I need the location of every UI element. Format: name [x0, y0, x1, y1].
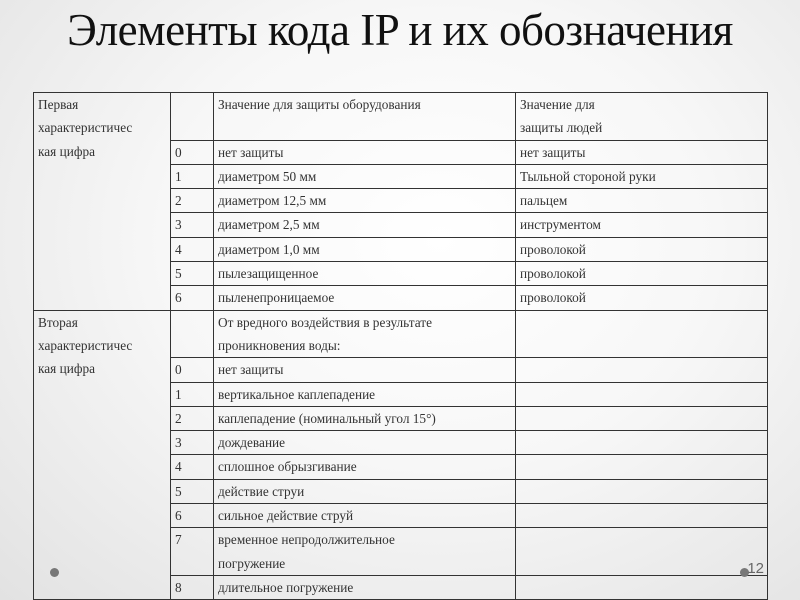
header-line: защиты людей	[520, 120, 603, 136]
empty-cell	[516, 310, 768, 358]
people-cell: нет защиты	[516, 140, 768, 164]
description-cell	[214, 479, 516, 503]
description-cell	[214, 528, 516, 576]
empty-cell	[516, 528, 768, 576]
empty-cell	[516, 455, 768, 479]
code-cell: 2	[171, 189, 214, 213]
table-row	[34, 93, 768, 141]
people-cell: проволокой	[516, 237, 768, 261]
code-cell: 3	[171, 431, 214, 455]
code-cell: 5	[171, 479, 214, 503]
table-row	[34, 310, 768, 358]
header-line: От вредного воздействия в результате	[218, 314, 432, 330]
description-line: погружение	[218, 555, 286, 571]
code-cell: 4	[171, 237, 214, 261]
header-people	[516, 93, 768, 141]
label-line: характеристичес	[38, 120, 133, 136]
code-cell: 2	[171, 406, 214, 430]
description-cell	[214, 455, 516, 479]
description-line: временное непродолжительное	[218, 532, 395, 548]
code-cell: 5	[171, 262, 214, 286]
people-cell: проволокой	[516, 286, 768, 310]
description-line: вертикальное каплепадение	[218, 386, 376, 402]
empty-cell	[516, 382, 768, 406]
description-line: дождевание	[218, 435, 286, 451]
code-cell: 7	[171, 528, 214, 576]
equipment-cell: пылезащищенное	[214, 262, 516, 286]
label-line: кая цифра	[38, 361, 95, 377]
empty-code-cell	[171, 93, 214, 141]
description-cell	[214, 431, 516, 455]
people-cell: Тыльной стороной руки	[516, 164, 768, 188]
empty-cell	[516, 575, 768, 599]
description-line: сплошное обрызгивание	[218, 459, 357, 475]
description-cell	[214, 504, 516, 528]
page-number: 12	[747, 560, 764, 577]
bullet-dot-left	[50, 568, 59, 577]
equipment-cell: пыленепроницаемое	[214, 286, 516, 310]
code-cell: 1	[171, 382, 214, 406]
slide-title: Элементы кода IP и их обозначения	[67, 5, 733, 55]
empty-cell	[516, 504, 768, 528]
label-line: Вторая	[38, 314, 78, 330]
empty-cell	[516, 358, 768, 382]
description-line: нет защиты	[218, 362, 284, 378]
people-cell: инструментом	[516, 213, 768, 237]
code-cell: 8	[171, 575, 214, 599]
equipment-cell: диаметром 2,5 мм	[214, 213, 516, 237]
equipment-cell: диаметром 12,5 мм	[214, 189, 516, 213]
header-line: проникновения воды:	[218, 337, 341, 353]
first-digit-label	[34, 93, 171, 311]
second-digit-label	[34, 310, 171, 600]
description-line: длительное погружение	[218, 579, 354, 595]
equipment-cell: диаметром 1,0 мм	[214, 237, 516, 261]
description-cell	[214, 575, 516, 599]
empty-cell	[516, 406, 768, 430]
code-cell: 6	[171, 286, 214, 310]
description-line: действие струи	[218, 483, 305, 499]
equipment-cell: диаметром 50 мм	[214, 164, 516, 188]
description-cell	[214, 358, 516, 382]
empty-cell	[516, 431, 768, 455]
header-line: Значение для	[520, 97, 595, 112]
code-cell: 1	[171, 164, 214, 188]
description-line: сильное действие струй	[218, 508, 354, 524]
label-line: характеристичес	[38, 337, 133, 353]
empty-cell	[516, 479, 768, 503]
ip-code-table	[33, 92, 768, 600]
code-cell: 3	[171, 213, 214, 237]
label-line: Первая	[38, 97, 79, 112]
description-line: каплепадение (номинальный угол 15°)	[218, 410, 436, 426]
header-equipment: Значение для защиты оборудования	[214, 93, 516, 141]
equipment-cell: нет защиты	[214, 140, 516, 164]
header-water	[214, 310, 516, 358]
code-cell: 4	[171, 455, 214, 479]
description-cell	[214, 382, 516, 406]
people-cell: проволокой	[516, 262, 768, 286]
code-cell: 0	[171, 358, 214, 382]
code-cell: 0	[171, 140, 214, 164]
empty-code-cell	[171, 310, 214, 358]
description-cell	[214, 406, 516, 430]
code-cell: 6	[171, 504, 214, 528]
people-cell: пальцем	[516, 189, 768, 213]
label-line: кая цифра	[38, 143, 95, 159]
